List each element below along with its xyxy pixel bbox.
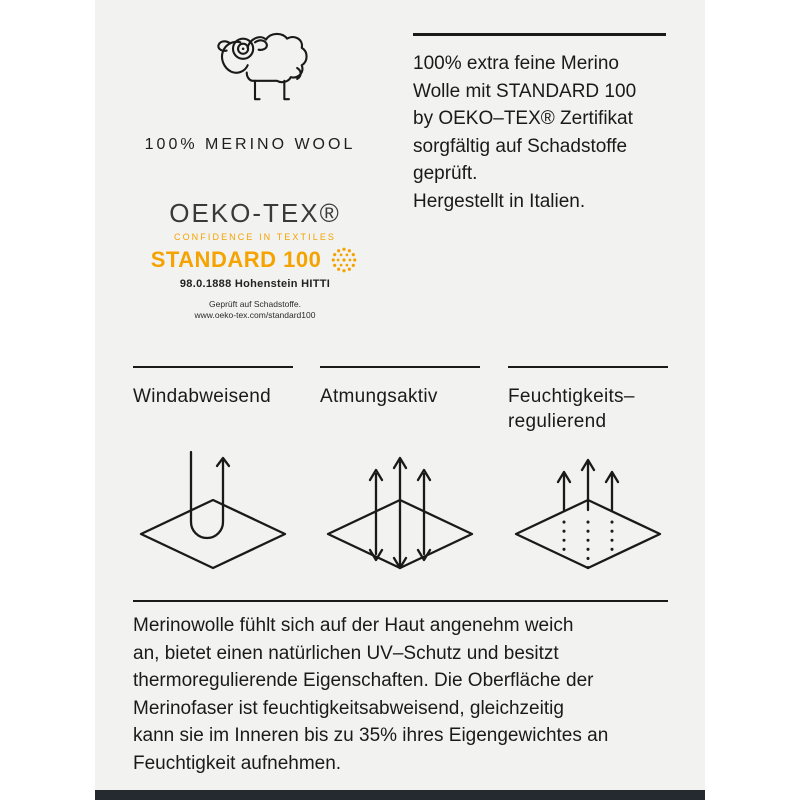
standard-100-label: STANDARD 100 <box>150 247 322 272</box>
feature-rule <box>133 366 293 368</box>
merino-wool-label: 100% MERINO WOOL <box>144 136 356 153</box>
oeko-tex-label <box>135 198 375 321</box>
next-section-edge <box>95 790 705 800</box>
confidence-in-textiles-tagline: CONFIDENCE IN TEXTILES <box>173 232 337 242</box>
intro-line: by OEKO–TEX® Zertifikat <box>413 108 633 129</box>
description-line: Merinofaser ist feuchtigkeitsabweisend, gleichzeitig <box>133 697 564 719</box>
description-line: Feuchtigkeit aufnehmen. <box>133 752 342 774</box>
intro-line: geprüft. <box>413 163 478 184</box>
intro-line: Hergestellt in Italien. <box>413 190 586 212</box>
intro-text <box>413 50 683 215</box>
certificate-note-line2: www.oeko-tex.com/standard100 <box>194 310 316 320</box>
description-paragraph <box>133 612 683 777</box>
feature-label: Atmungsaktiv <box>320 386 438 407</box>
description-line: thermoregulierende Eigenschaften. Die Oberfläche der <box>133 670 594 691</box>
feature-label-line: Feuchtigkeits– <box>508 386 635 407</box>
feature-label: Windabweisend <box>133 386 272 407</box>
oeko-tex-flower-icon <box>329 245 359 275</box>
feature-rule <box>508 366 668 368</box>
feature-rule <box>320 366 480 368</box>
intro-line: 100% extra feine Merino <box>413 53 619 74</box>
description-line: Merinowolle fühlt sich auf der Haut angenehm weich <box>133 615 574 636</box>
standard-100-row <box>135 245 375 275</box>
description-line: an, bietet einen natürlichen UV–Schutz und besitzt <box>133 642 559 664</box>
description-rule <box>133 600 668 602</box>
intro-rule <box>413 33 666 36</box>
moisture-regulating-icon <box>508 446 668 576</box>
feature-breathable <box>320 366 480 591</box>
feature-moisture-regulating <box>508 366 668 591</box>
intro-line: sorgfältig auf Schadstoffe <box>413 135 628 157</box>
breathable-icon <box>320 446 480 576</box>
windproof-icon <box>133 446 293 576</box>
feature-label <box>508 384 668 434</box>
feature-label-line: regulierend <box>508 411 607 432</box>
info-panel <box>95 0 705 800</box>
sheep-icon <box>200 18 310 118</box>
intro-line: Wolle mit STANDARD 100 <box>413 80 637 102</box>
description-line: kann sie im Inneren bis zu 35% ihres Eigengewichtes an <box>133 725 609 746</box>
feature-windproof <box>133 366 293 591</box>
oeko-tex-brand: OEKO-TEX® <box>169 198 341 228</box>
certificate-number: 98.0.1888 Hohenstein HITTI <box>179 278 331 290</box>
certificate-note-line1: Geprüft auf Schadstoffe. <box>209 299 301 309</box>
